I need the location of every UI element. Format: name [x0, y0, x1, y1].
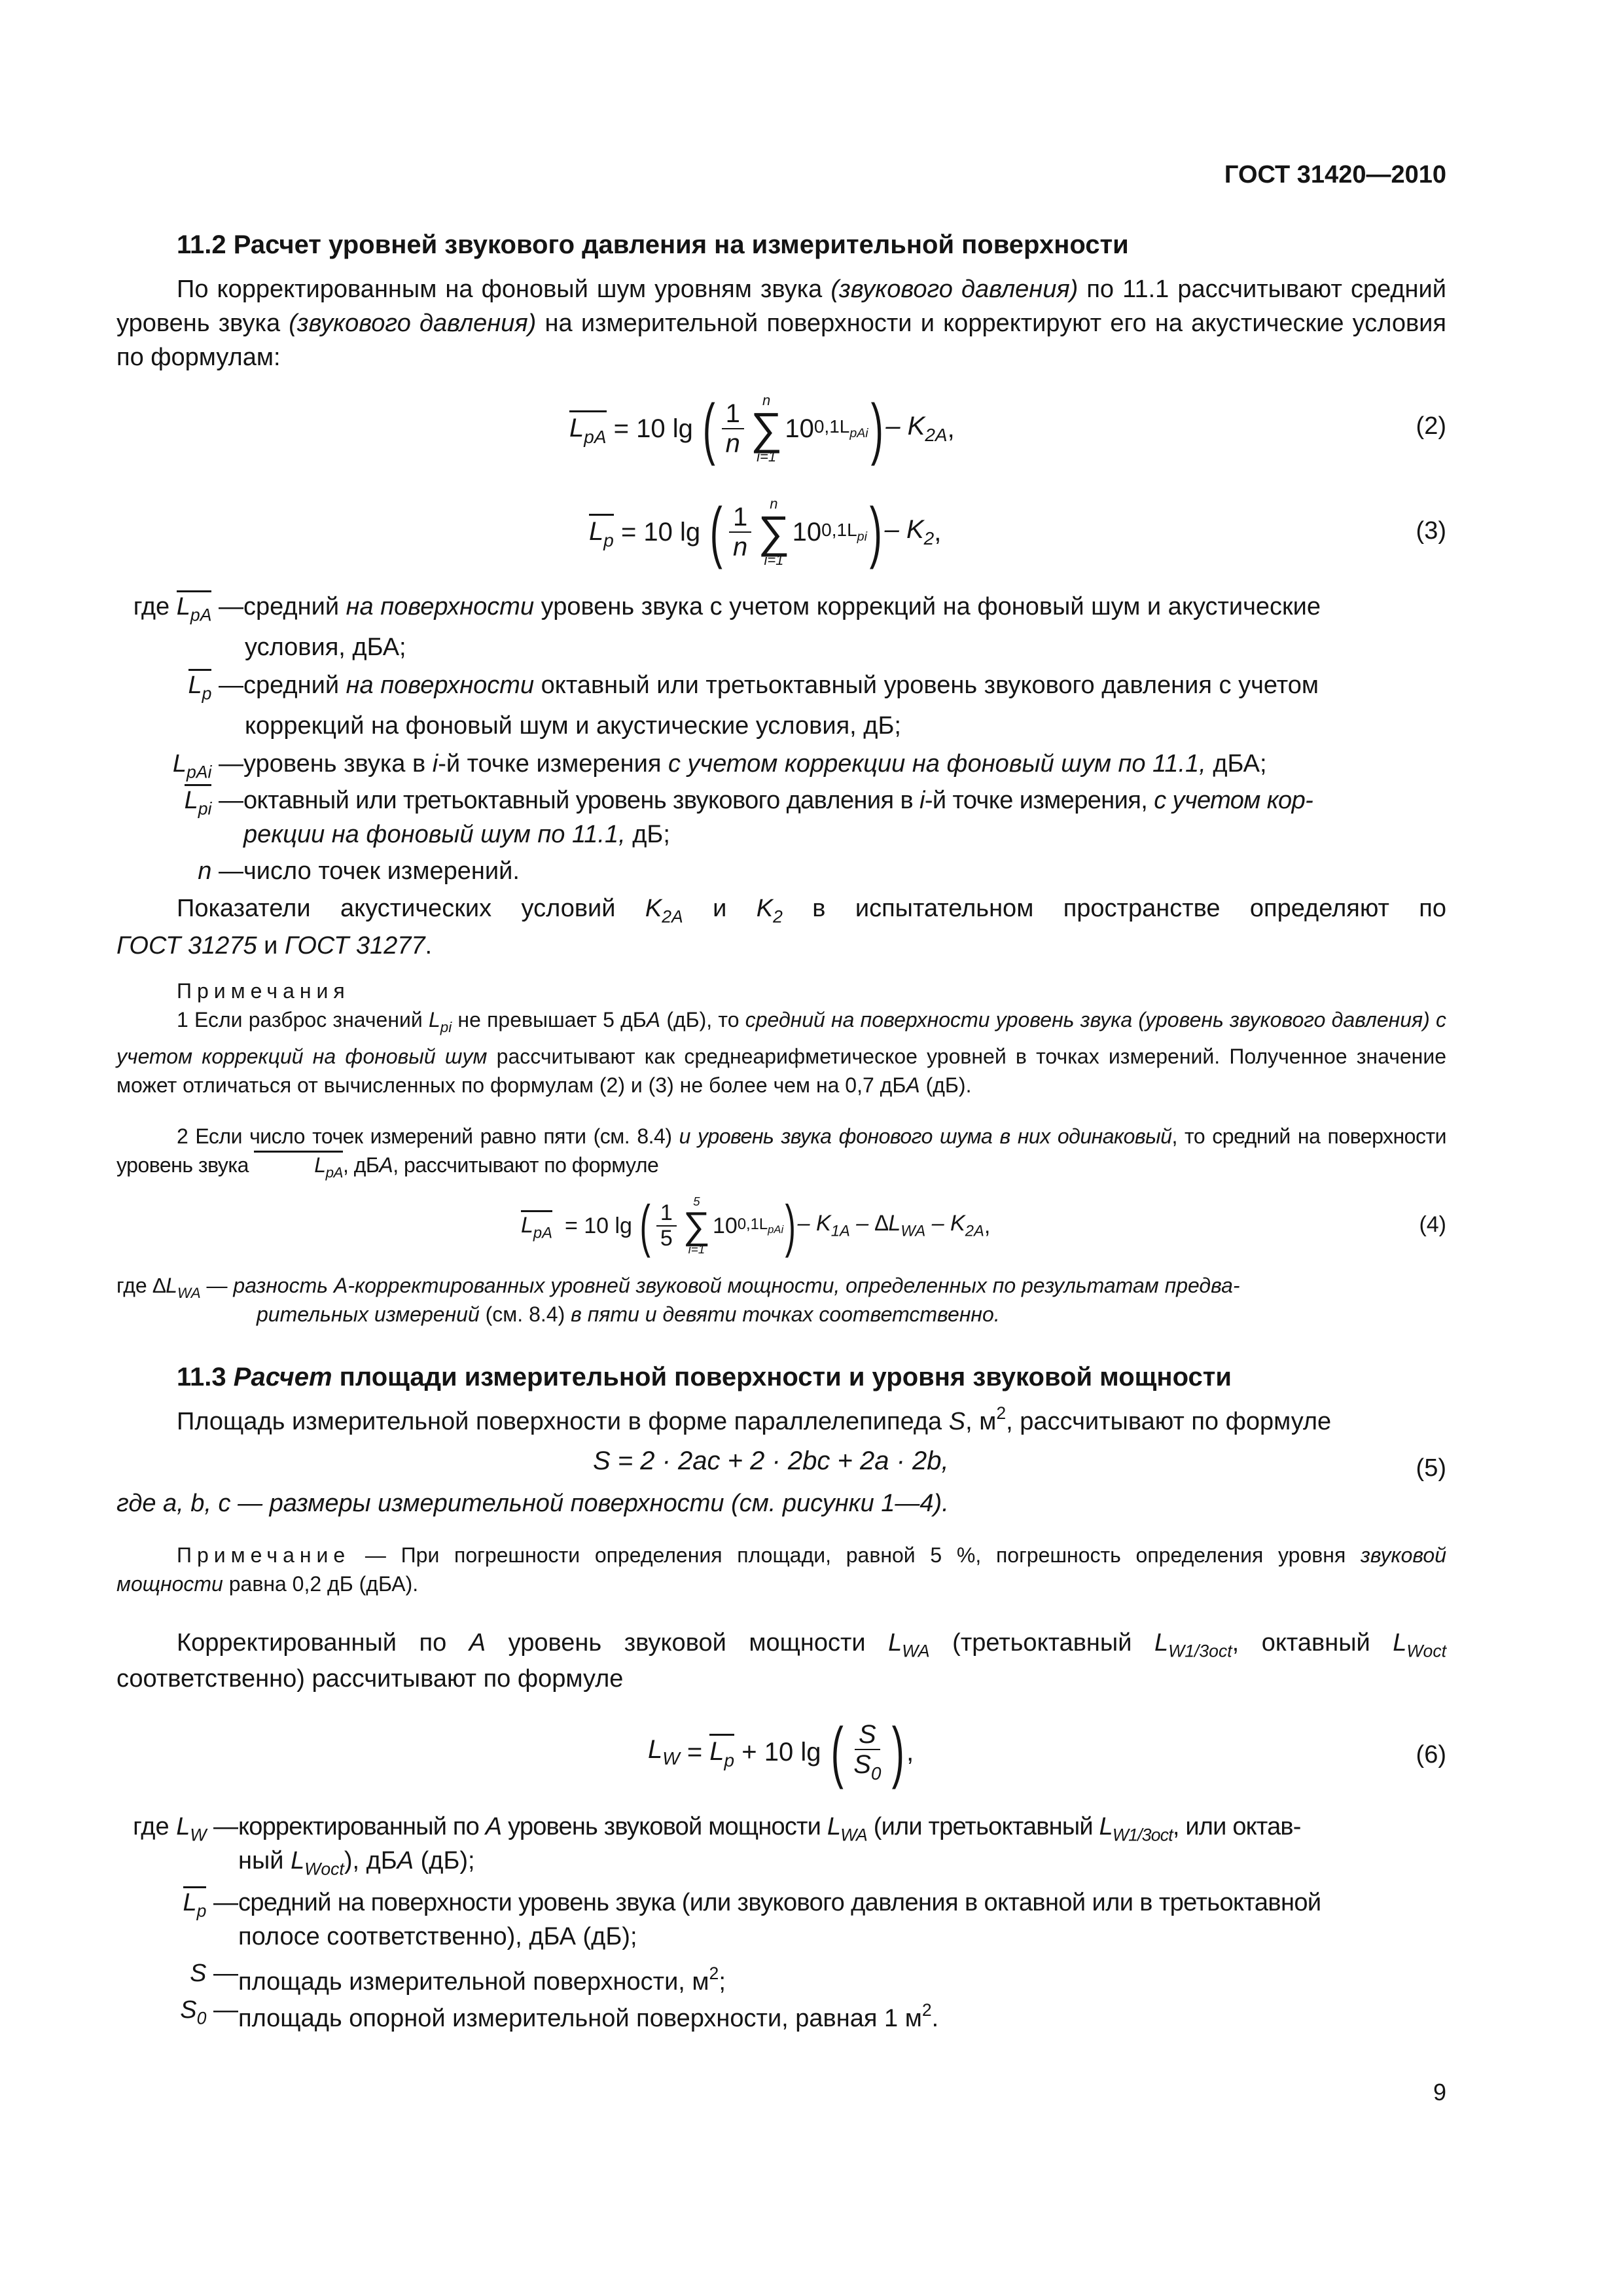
- notes-title: Примечания: [177, 979, 350, 1003]
- paren-right: ): [869, 494, 882, 570]
- paragraph-11-3-intro: Площадь измерительной поверхности в форме параллелепипеда S, $м^2$, рассчитывают по формуле: [177, 1403, 1332, 1435]
- text-italic: (звукового давления): [830, 276, 1079, 303]
- text: на измерительной поверхности и корректируют его на акустические условия по формулам:: [116, 310, 1446, 371]
- fraction: $\frac{1}{n}$: [729, 503, 751, 562]
- formula-6: $L_W$ = $L_p$ + 10 lg ( $\frac{S}{S_0}$ ) ,: [648, 1714, 914, 1790]
- definition-lp: $L_p$ — средний на поверхности октавный или третьоктавный уровень звукового давления с учетом коррекций на фоновый шум и акустические условия, дБ;: [116, 668, 1446, 746]
- definition-lw: где $L_W$ — корректированный по А уровень звуковой мощности $L_{WA}$ (или третьоктавный $L_{W1/3oct}$, или октав- ный $L_{Woct}$), дБА (дБ);: [133, 1813, 1301, 1879]
- paren-right: ): [870, 391, 883, 467]
- base: 10: [785, 414, 814, 443]
- definition-s: S — площадь измерительной поверхности, $м^2$;: [190, 1960, 726, 1996]
- paragraph-11-2-intro: [116, 272, 1446, 374]
- paragraph-corrected-power-cont: соответственно) рассчитывают по формуле: [116, 1665, 624, 1693]
- where-dimensions: где a, b, c — размеры измерительной поверхности (см. рисунки 1—4).: [116, 1490, 949, 1517]
- exponent: $0,1L_{pAi}$: [813, 416, 868, 440]
- section-heading-11-2: 11.2 Расчет уровней звукового давления на измерительной поверхности: [177, 230, 1129, 259]
- text: по 11.1 рассчитывают средний уровень звука: [116, 276, 1446, 337]
- equals: = 10 lg: [620, 517, 701, 547]
- paragraph-corrected-power: Корректированный по А уровень звуковой мощности $L_{WA}$ (третьоктавный $L_{W1/3oct}$, октавный $L_{Woct}$: [177, 1629, 1446, 1661]
- note-1: 1 Если разброс значений $L_{pi}$ не превышает 5 дБА (дБ), то средний на поверхности уровень звука (уровень звукового давления) с учетом коррекций на фоновый шум рассчитывают как среднеарифметическое уровней в точках измерений. Полученное значение может отличаться от вычисленных по формулам (2) и (3) не более чем на 0,7 дБА (дБ).: [116, 1008, 1447, 1097]
- formula-5: S = 2 · 2ac + 2 · 2bc + 2a · 2b,: [593, 1446, 949, 1475]
- definition-s0: $S_0$ — площадь опорной измерительной поверхности, равная 1 $м^2$.: [180, 1996, 939, 2032]
- formula-4: $L_{pA}$ = 10 lg ( $\frac{1}{5}$ 5 ∑ i=1 10 $0,1L_{pAi}$ ) – $K_{1A}$ – $\Delta L_{WA}$ – $K_{2A}$ ,: [521, 1193, 991, 1258]
- fraction: $\frac{1}{n}$: [722, 399, 744, 458]
- section-heading-11-3: 11.3 Расчет площади измерительной поверхности и уровня звуковой мощности: [177, 1363, 1232, 1391]
- paragraph-acoustic-conditions-cont: ГОСТ 31275 и ГОСТ 31277.: [116, 932, 433, 960]
- sum-symbol: n ∑ i=1: [758, 495, 790, 569]
- equation-number-2: (2): [1416, 412, 1446, 440]
- standard-number: ГОСТ 31420—2010: [1224, 161, 1446, 188]
- paren-left: (: [702, 391, 715, 467]
- definition-n: n — число точек измерений.: [198, 857, 520, 885]
- equation-number-4: (4): [1419, 1212, 1446, 1237]
- sum-symbol: n ∑ i=1: [750, 391, 783, 465]
- equation-number-6: (6): [1416, 1741, 1446, 1768]
- definition-lp-avg: $L_p$ — средний на поверхности уровень звука (или звукового давления в октавной или в третьоктавной полосе соответственно), дБА (дБ);: [116, 1885, 1446, 1957]
- text: По корректированным на фоновый шум уровням звука: [177, 276, 831, 303]
- paragraph-acoustic-conditions: Показатели акустических условий $K_{2A}$ и $K_2$ в испытательном пространстве определяют по: [177, 895, 1446, 927]
- note-area-error: Примечание — При погрешности определения площади, равной 5 %, погрешность определения уровня звуковой мощности равна 0,2 дБ (дБА).: [116, 1543, 1446, 1596]
- text-italic: (звукового давления): [289, 310, 537, 337]
- equation-number-3: (3): [1416, 517, 1446, 545]
- tail: – $K_2$: [884, 515, 935, 548]
- formula-2: $L_{pA}$ = 10 lg ( $\frac{1}{n}$ n ∑ i=1 10 $0,1L_{pAi}$ ) – $K_{2A}$ ,: [569, 391, 955, 467]
- tail: – $K_{2A}$: [885, 412, 948, 445]
- definition-lpai: $L_{pAi}$ — уровень звука в i-й точке измерения с учетом коррекции на фоновый шум по 11.1, дБА;: [172, 750, 1267, 782]
- page-number: 9: [1433, 2079, 1446, 2106]
- lhs: $L_{pA}$: [569, 410, 607, 448]
- definition-delta-lwa: где $\Delta L_{WA}$ — разность А-корректированных уровней звуковой мощности, определенных по результатам предва- рительных измерений (см. 8.4) в пяти и девяти точках соответственно.: [116, 1274, 1240, 1326]
- definition-lpi: $L_{pi}$ — октавный или третьоктавный уровень звукового давления в i-й точке измерения, с учетом кор- рекции на фоновый шум по 11.1, дБ;: [116, 783, 1446, 855]
- base: 10: [792, 517, 822, 547]
- equals: = 10 lg: [613, 414, 693, 443]
- note-2: 2 Если число точек измерений равно пяти (см. 8.4) и уровень звука фонового шума в них одинаковый, то средний на поверхности уровень звука $L_{pA}$, дБА, рассчитывают по формуле: [116, 1124, 1447, 1181]
- exponent: $0,1L_{pi}$: [821, 520, 867, 544]
- paren-left: (: [710, 494, 723, 570]
- formula-3: $L_p$ = 10 lg ( $\frac{1}{n}$ n ∑ i=1 10 $0,1L_{pi}$ ) – $K_2$ ,: [589, 494, 942, 570]
- equation-number-5: (5): [1416, 1454, 1446, 1482]
- definition-lpa: где $L_{pA}$ — средний на поверхности уровень звука с учетом коррекций на фоновый шум и акустические условия, дБА;: [116, 589, 1446, 668]
- lhs: $L_p$: [589, 514, 614, 551]
